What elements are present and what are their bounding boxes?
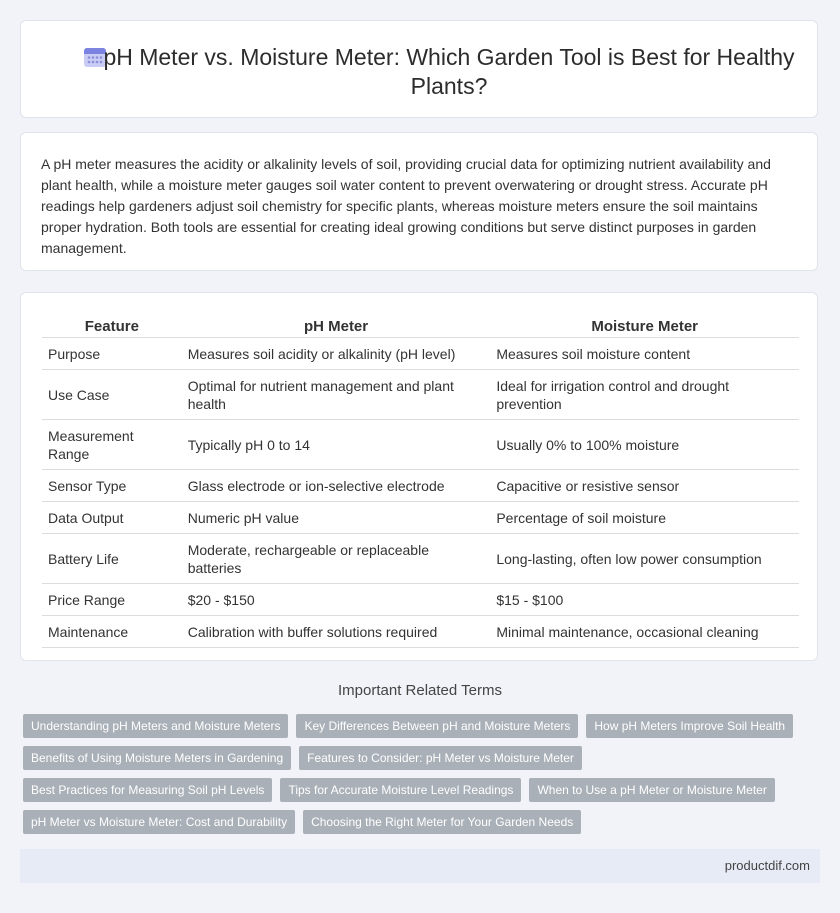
intro-paragraph: A pH meter measures the acidity or alkalinity levels of soil, providing crucial data for optimizing nutrient availability and plant health, while a moisture meter gauges soil water content to prevent overwatering or drought stress. Accurate pH readings help gardeners adjust soil chemistry for specific plants, whereas moisture meters ensure the soil maintains proper hydration. Both tools are essential for creating ideal growing conditions but serve distinct purposes in garden management.	[41, 156, 771, 256]
table-row	[42, 502, 799, 534]
table-cell: Measures soil acidity or alkalinity (pH level)	[182, 338, 491, 370]
intro-card	[20, 132, 818, 271]
column-header-moisture-meter: Moisture Meter	[490, 313, 799, 338]
title-card	[20, 20, 818, 118]
table-cell: Numeric pH value	[182, 502, 491, 534]
footer	[20, 849, 820, 883]
table-cell: Capacitive or resistive sensor	[490, 470, 799, 502]
table-cell: Price Range	[42, 584, 182, 616]
table-row	[42, 534, 799, 584]
table-cell: Calibration with buffer solutions required	[182, 616, 491, 648]
related-term-tag[interactable]: Understanding pH Meters and Moisture Meters	[23, 714, 288, 738]
table-cell: Ideal for irrigation control and drought prevention	[490, 370, 799, 420]
table-cell: $20 - $150	[182, 584, 491, 616]
table-cell: $15 - $100	[490, 584, 799, 616]
table-cell: Battery Life	[42, 534, 182, 584]
related-term-tag[interactable]: pH Meter vs Moisture Meter: Cost and Durability	[23, 810, 295, 834]
table-row	[42, 470, 799, 502]
table-header-row	[42, 313, 799, 338]
table-cell: Use Case	[42, 370, 182, 420]
table-cell: Measures soil moisture content	[490, 338, 799, 370]
table-cell: Percentage of soil moisture	[490, 502, 799, 534]
page-title: pH Meter vs. Moisture Meter: Which Garden Tool is Best for Healthy Plants?	[103, 44, 795, 99]
table-row	[42, 370, 799, 420]
related-term-tag[interactable]: Best Practices for Measuring Soil pH Levels	[23, 778, 272, 802]
related-term-tag[interactable]: When to Use a pH Meter or Moisture Meter	[529, 778, 774, 802]
table-cell: Long-lasting, often low power consumption	[490, 534, 799, 584]
related-terms-list	[23, 714, 803, 834]
table-row	[42, 338, 799, 370]
table-row	[42, 584, 799, 616]
table-cell: Data Output	[42, 502, 182, 534]
table-row	[42, 616, 799, 648]
related-term-tag[interactable]: Choosing the Right Meter for Your Garden Needs	[303, 810, 581, 834]
related-term-tag[interactable]: Benefits of Using Moisture Meters in Gardening	[23, 746, 291, 770]
column-header-ph-meter: pH Meter	[182, 313, 491, 338]
column-header-feature: Feature	[42, 313, 182, 338]
table-cell: Moderate, rechargeable or replaceable batteries	[182, 534, 491, 584]
table-cell: Typically pH 0 to 14	[182, 420, 491, 470]
related-terms-title: Important Related Terms	[338, 682, 502, 699]
related-term-tag[interactable]: Tips for Accurate Moisture Level Readings	[280, 778, 521, 802]
table-cell: Minimal maintenance, occasional cleaning	[490, 616, 799, 648]
related-term-tag[interactable]: Features to Consider: pH Meter vs Moisture Meter	[299, 746, 582, 770]
related-term-tag[interactable]: How pH Meters Improve Soil Health	[586, 714, 793, 738]
related-term-tag[interactable]: Key Differences Between pH and Moisture Meters	[296, 714, 578, 738]
table-row	[42, 420, 799, 470]
table-cell: Glass electrode or ion-selective electrode	[182, 470, 491, 502]
comparison-table	[42, 313, 799, 648]
table-cell: Optimal for nutrient management and plant health	[182, 370, 491, 420]
table-cell: Usually 0% to 100% moisture	[490, 420, 799, 470]
comparison-table-card	[20, 292, 818, 661]
table-cell: Measurement Range	[42, 420, 182, 470]
table-cell: Sensor Type	[42, 470, 182, 502]
table-cell: Maintenance	[42, 616, 182, 648]
table-cell: Purpose	[42, 338, 182, 370]
footer-site-name[interactable]: productdif.com	[724, 858, 810, 873]
